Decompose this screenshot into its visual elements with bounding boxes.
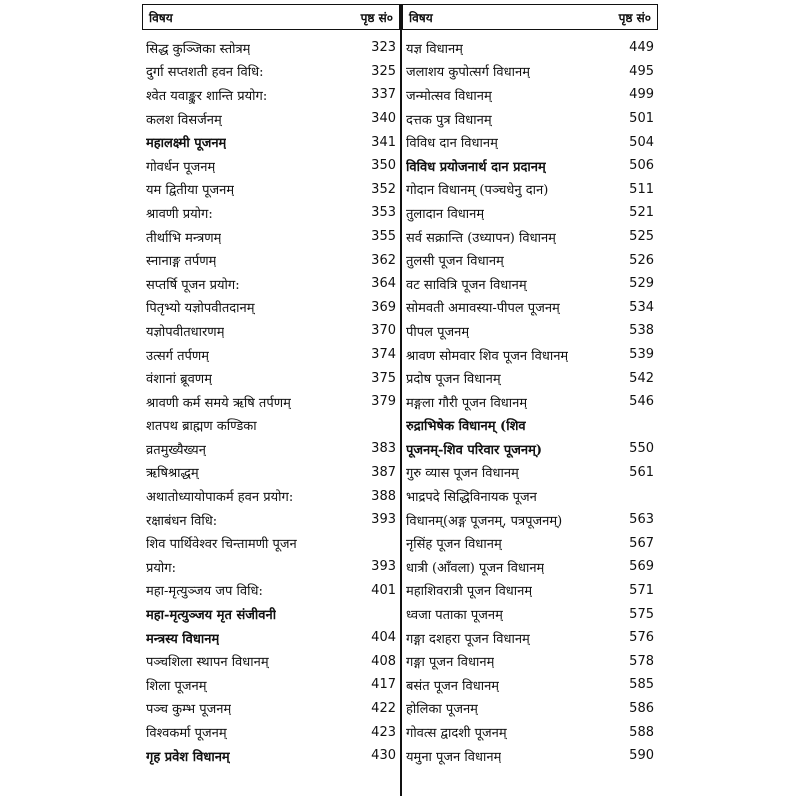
toc-row <box>402 248 658 272</box>
toc-row <box>402 296 658 320</box>
toc-entry-title: जलाशय कुपोत्सर्ग विधानम् <box>406 65 530 81</box>
toc-entry-title: ऋषिश्राद्धम् <box>146 466 199 482</box>
table-of-contents <box>142 4 658 796</box>
toc-row <box>142 390 400 414</box>
toc-entry-page: 511 <box>629 181 654 197</box>
toc-entry-title: मङ्गला गौरी पूजन विधानम् <box>406 395 528 411</box>
toc-entry-title: वंशानां ब्रूवणम् <box>146 372 212 388</box>
toc-entry-title: श्वेत यवाङ्कुर शान्ति प्रयोग: <box>146 88 268 104</box>
toc-row <box>142 343 400 367</box>
toc-entry-title: गृह प्रवेश विधानम् <box>146 749 230 765</box>
toc-row <box>402 720 658 744</box>
toc-entry-title: विधानम्(अङ्ग पूजनम्, पत्रपूजनम्) <box>406 513 563 529</box>
toc-entry-page: 575 <box>629 606 654 622</box>
toc-entry-title: महा-मृत्युञ्जय मृत संजीवनी <box>146 608 277 624</box>
toc-row <box>142 366 400 390</box>
toc-entry-page: 504 <box>629 134 654 150</box>
toc-row <box>142 579 400 603</box>
right-header <box>402 4 658 30</box>
toc-entry-page: 499 <box>629 87 654 103</box>
toc-row <box>402 225 658 249</box>
toc-row <box>402 508 658 532</box>
toc-entry-title: विश्वकर्मा पूजनम् <box>146 726 227 742</box>
toc-entry-page: 341 <box>371 134 396 150</box>
toc-entry-page: 521 <box>629 205 654 221</box>
toc-row <box>402 555 658 579</box>
toc-row <box>142 555 400 579</box>
toc-row <box>142 107 400 131</box>
toc-row <box>402 366 658 390</box>
toc-row <box>142 36 400 60</box>
toc-entry-page: 408 <box>371 653 396 669</box>
toc-entry-title: बसंत पूजन विधानम् <box>406 678 500 694</box>
toc-entry-title: दत्तक पुत्र विधानम् <box>406 112 492 128</box>
toc-entry-title: धात्री (आँवला) पूजन विधानम् <box>406 560 545 576</box>
toc-entry-title: गोवर्धन पूजनम् <box>146 159 216 175</box>
toc-row <box>142 130 400 154</box>
toc-entry-title: यमुना पूजन विधानम् <box>406 749 502 765</box>
toc-entry-page: 383 <box>371 441 396 457</box>
toc-row <box>402 178 658 202</box>
toc-row <box>142 201 400 225</box>
toc-entry-page: 401 <box>371 582 396 598</box>
toc-entry-title: विविध दान विधानम् <box>406 136 498 152</box>
toc-entry-page: 539 <box>629 347 654 363</box>
toc-entry-title: यम द्वितीया पूजनम् <box>146 183 235 199</box>
toc-row <box>142 531 400 555</box>
toc-entry-title: गोदान विधानम् (पञ्चधेनु दान) <box>406 183 549 199</box>
toc-row <box>402 626 658 650</box>
toc-entry-title: मन्त्रस्य विधानम् <box>146 631 220 647</box>
toc-entry-title: तुलादान विधानम् <box>406 206 485 222</box>
toc-entry-page: 569 <box>629 559 654 575</box>
toc-entry-title: शतपथ ब्राह्मण कण्डिका <box>146 419 257 435</box>
toc-row <box>142 319 400 343</box>
toc-row <box>402 107 658 131</box>
toc-entry-title: सिद्ध कुञ्जिका स्तोत्रम् <box>146 41 251 57</box>
toc-entry-page: 585 <box>629 677 654 693</box>
toc-entry-title: उत्सर्ग तर्पणम् <box>146 348 210 364</box>
toc-entry-title: ध्वजा पताका पूजनम् <box>406 608 503 624</box>
toc-entry-page: 567 <box>629 535 654 551</box>
toc-entry-page: 571 <box>629 582 654 598</box>
toc-row <box>142 296 400 320</box>
toc-entry-page: 495 <box>629 63 654 79</box>
toc-entry-title: महा-मृत्युञ्जय जप विधि: <box>146 584 263 600</box>
toc-row <box>402 343 658 367</box>
toc-row <box>142 649 400 673</box>
toc-entry-page: 526 <box>629 252 654 268</box>
left-header <box>142 4 400 30</box>
toc-entry-page: 542 <box>629 370 654 386</box>
toc-entry-page: 529 <box>629 276 654 292</box>
toc-entry-page: 350 <box>371 158 396 174</box>
toc-row <box>402 272 658 296</box>
toc-row <box>402 201 658 225</box>
toc-row <box>402 83 658 107</box>
toc-entry-page: 337 <box>371 87 396 103</box>
toc-entry-title: व्रतमुख्यैख्यन् <box>146 442 206 458</box>
toc-entry-page: 423 <box>371 724 396 740</box>
toc-row <box>142 60 400 84</box>
toc-row <box>142 178 400 202</box>
toc-entry-page: 379 <box>371 394 396 410</box>
toc-row <box>402 579 658 603</box>
toc-entry-page: 387 <box>371 464 396 480</box>
toc-row <box>142 83 400 107</box>
toc-entry-title: सोमवती अमावस्या-पीपल पूजनम् <box>406 301 560 317</box>
toc-entry-page: 352 <box>371 181 396 197</box>
toc-entry-title: रक्षाबंधन विधि: <box>146 513 218 529</box>
toc-entry-title: गङ्गा दशहरा पूजन विधानम् <box>406 631 530 647</box>
toc-row <box>142 697 400 721</box>
toc-entry-title: नृसिंह पूजन विधानम् <box>406 537 502 553</box>
toc-entry-title: महालक्ष्मी पूजनम् <box>146 136 227 152</box>
toc-entry-page: 393 <box>371 512 396 528</box>
right-header-subject: विषय <box>409 10 433 25</box>
toc-entry-page: 588 <box>629 724 654 740</box>
toc-entry-title: महाशिवरात्री पूजन विधानम् <box>406 584 533 600</box>
toc-entry-title: पूजनम्-शिव परिवार पूजनम्) <box>406 442 543 458</box>
toc-row <box>402 36 658 60</box>
left-rows <box>142 36 400 767</box>
toc-entry-title: गुरु व्यास पूजन विधानम् <box>406 466 519 482</box>
toc-entry-page: 501 <box>629 111 654 127</box>
toc-entry-title: यज्ञ विधानम् <box>406 41 463 57</box>
toc-entry-page: 364 <box>371 276 396 292</box>
toc-entry-title: पीपल पूजनम् <box>406 324 470 340</box>
toc-row <box>142 225 400 249</box>
toc-entry-page: 422 <box>371 700 396 716</box>
toc-entry-page: 506 <box>629 158 654 174</box>
toc-entry-title: गङ्गा पूजन विधानम् <box>406 655 495 671</box>
toc-entry-page: 576 <box>629 630 654 646</box>
toc-entry-page: 374 <box>371 347 396 363</box>
toc-entry-page: 369 <box>371 299 396 315</box>
toc-entry-title: होलिका पूजनम् <box>406 702 478 718</box>
toc-entry-title: शिव पार्थिवेश्वर चिन्तामणी पूजन <box>146 537 297 553</box>
toc-entry-page: 325 <box>371 63 396 79</box>
toc-entry-title: श्रावणी कर्म समये ऋषि तर्पणम् <box>146 395 291 411</box>
toc-entry-page: 388 <box>371 488 396 504</box>
toc-row <box>402 744 658 768</box>
toc-row <box>402 602 658 626</box>
toc-entry-title: पितृभ्यो यज्ञोपवीतदानम् <box>146 301 255 317</box>
toc-entry-page: 355 <box>371 229 396 245</box>
toc-entry-page: 586 <box>629 700 654 716</box>
toc-entry-title: प्रदोष पूजन विधानम् <box>406 372 501 388</box>
right-header-page: पृष्ठ सं० <box>618 10 651 25</box>
toc-entry-page: 449 <box>629 40 654 56</box>
toc-row <box>142 508 400 532</box>
toc-entry-title: तुलसी पूजन विधानम् <box>406 254 504 270</box>
toc-row <box>142 154 400 178</box>
toc-entry-title: यज्ञोपवीतधारणम् <box>146 324 225 340</box>
toc-entry-title: भाद्रपदे सिद्धिविनायक पूजन <box>406 490 537 506</box>
toc-row <box>402 414 658 438</box>
toc-entry-page: 563 <box>629 512 654 528</box>
toc-entry-title: कलश विसर्जनम् <box>146 112 222 128</box>
right-rows <box>402 36 658 767</box>
toc-entry-page: 340 <box>371 111 396 127</box>
toc-entry-page: 578 <box>629 653 654 669</box>
toc-row <box>142 744 400 768</box>
toc-row <box>402 649 658 673</box>
toc-entry-page: 375 <box>371 370 396 386</box>
toc-entry-page: 538 <box>629 323 654 339</box>
toc-entry-title: शिला पूजनम् <box>146 678 207 694</box>
toc-row <box>142 272 400 296</box>
toc-entry-page: 417 <box>371 677 396 693</box>
toc-entry-page: 323 <box>371 40 396 56</box>
toc-row <box>402 531 658 555</box>
toc-row <box>402 60 658 84</box>
toc-entry-title: रुद्राभिषेक विधानम् (शिव <box>406 419 526 435</box>
toc-row <box>142 626 400 650</box>
toc-row <box>402 319 658 343</box>
toc-entry-page: 561 <box>629 464 654 480</box>
toc-row <box>142 437 400 461</box>
right-column <box>401 4 658 796</box>
left-header-subject: विषय <box>149 10 173 25</box>
toc-row <box>142 461 400 485</box>
toc-row <box>402 461 658 485</box>
toc-entry-title: श्रावणी प्रयोग: <box>146 206 213 222</box>
toc-row <box>402 437 658 461</box>
toc-row <box>142 484 400 508</box>
toc-entry-page: 362 <box>371 252 396 268</box>
toc-entry-title: प्रयोग: <box>146 560 177 576</box>
toc-entry-page: 404 <box>371 630 396 646</box>
toc-row <box>402 390 658 414</box>
toc-entry-title: पञ्च कुम्भ पूजनम् <box>146 702 232 718</box>
toc-entry-title: सर्व सक्रान्ति (उध्यापन) विधानम् <box>406 230 556 246</box>
toc-row <box>142 414 400 438</box>
toc-entry-title: स्नानाङ्ग तर्पणम् <box>146 254 217 270</box>
left-header-page: पृष्ठ सं० <box>360 10 393 25</box>
toc-row <box>142 602 400 626</box>
toc-row <box>402 484 658 508</box>
toc-row <box>142 673 400 697</box>
toc-entry-title: तीर्थाभि मन्त्रणम् <box>146 230 222 246</box>
toc-entry-page: 393 <box>371 559 396 575</box>
toc-row <box>142 720 400 744</box>
toc-entry-page: 534 <box>629 299 654 315</box>
toc-entry-title: दुर्गा सप्तशती हवन विधि: <box>146 65 264 81</box>
toc-entry-page: 430 <box>371 748 396 764</box>
toc-entry-title: पञ्चशिला स्थापन विधानम् <box>146 655 269 671</box>
toc-row <box>402 154 658 178</box>
toc-entry-title: वट सावित्रि पूजन विधानम् <box>406 277 527 293</box>
toc-entry-title: अथातोध्यायोपाकर्म हवन प्रयोग: <box>146 490 294 506</box>
toc-entry-title: विविध प्रयोजनार्थ दान प्रदानम् <box>406 159 546 175</box>
toc-row <box>402 697 658 721</box>
toc-entry-page: 546 <box>629 394 654 410</box>
toc-row <box>142 248 400 272</box>
toc-entry-title: जन्मोत्सव विधानम् <box>406 88 492 104</box>
toc-entry-title: गोवत्स द्वादशी पूजनम् <box>406 726 507 742</box>
toc-entry-page: 370 <box>371 323 396 339</box>
toc-row <box>402 130 658 154</box>
left-column <box>142 4 401 796</box>
toc-entry-page: 525 <box>629 229 654 245</box>
toc-entry-page: 550 <box>629 441 654 457</box>
toc-row <box>402 673 658 697</box>
toc-entry-page: 590 <box>629 748 654 764</box>
toc-entry-title: श्रावण सोमवार शिव पूजन विधानम् <box>406 348 569 364</box>
toc-entry-title: सप्तर्षि पूजन प्रयोग: <box>146 277 240 293</box>
toc-entry-page: 353 <box>371 205 396 221</box>
